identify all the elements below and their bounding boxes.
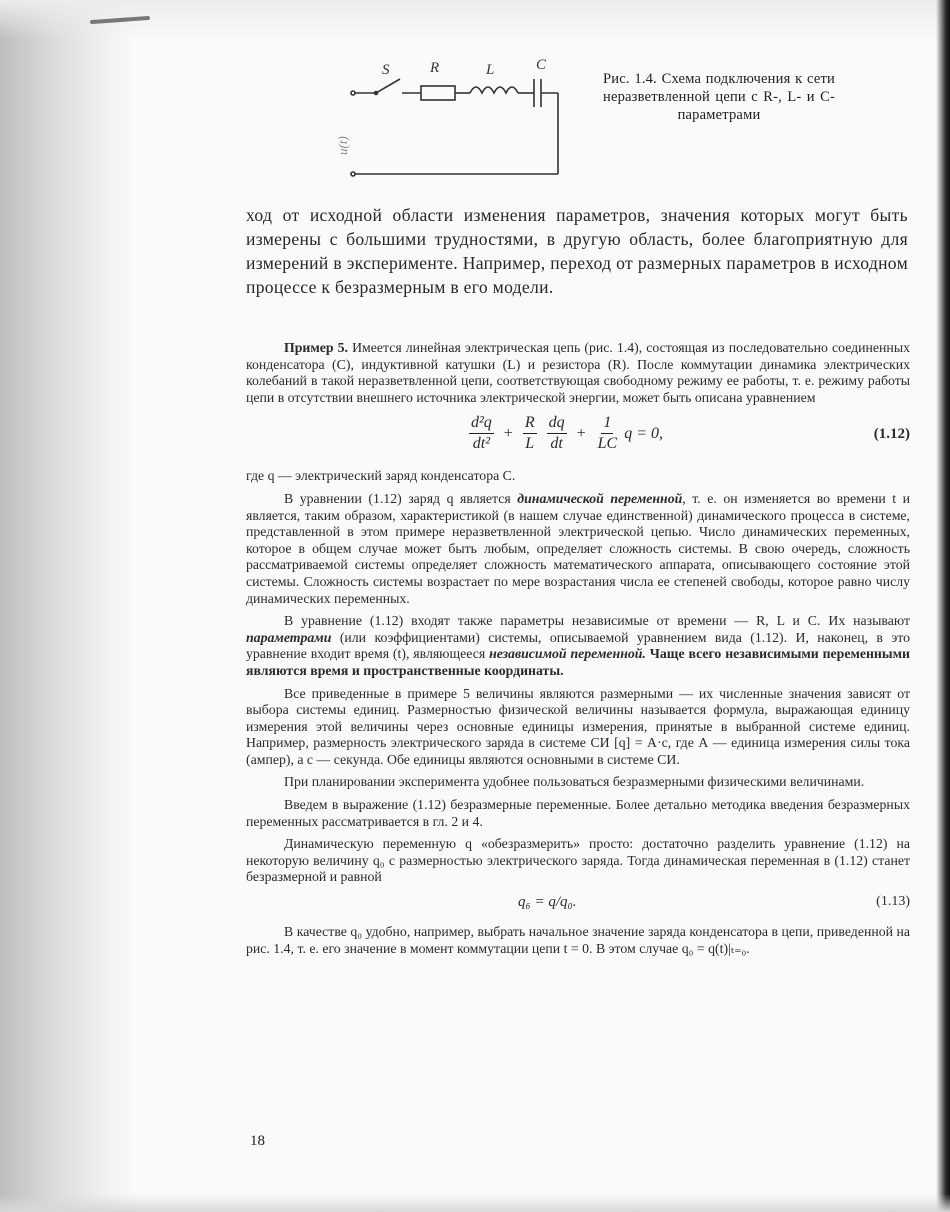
equation-tail: q = 0,: [624, 424, 664, 442]
terminal-top: [351, 91, 355, 95]
label-S: S: [382, 62, 390, 78]
inductor-symbol: [470, 87, 518, 93]
dimension-paragraph: Все приведенные в примере 5 величины являются размерными — их численные значения зависят от выбора системы единиц. Размерностью физической величины называется формула, выражающая единицу измерения этой величины через основные единицы измерения, принятые в выбранной системе единиц. Например, размерность электрического заряда в системе СИ [q] = А·с, где А — единица измерения силы тока (ампер), а с — секунда. Обе единицы являются основными в системе СИ.: [246, 685, 910, 767]
page-edge-right: [936, 0, 950, 1212]
equation-1-12: [246, 412, 910, 462]
page-shadow-bottom: [0, 1194, 950, 1212]
planning-paragraph: При планировании эксперимента удобнее пользоваться безразмерными физическими величинами.: [284, 774, 865, 790]
normalize-paragraph: Динамическую переменную q «обезразмерить» просто: достаточно разделить уравнение (1.12) на некоторую величину q₀ с размерностью электрического заряда. Тогда динамическая переменная в (1.12) станет безразмерной и равной: [246, 836, 910, 885]
equation-1-13-body: q₆ = q/q₀.: [518, 894, 577, 911]
circuit-diagram: [320, 55, 580, 185]
resistor-symbol: [421, 86, 455, 100]
label-voltage: u(t): [335, 136, 350, 155]
label-L: L: [486, 62, 495, 78]
introduce-paragraph: Введем в выражение (1.12) безразмерные переменные. Более детально методика введения безразмерных переменных рассматривается в гл. 2 и 4.: [246, 797, 910, 829]
fraction-dq-dt: $\frac{dq}{dt}$: [548, 414, 565, 453]
page-shadow-left: [0, 0, 135, 1212]
lead-paragraph: ход от исходной области изменения параметров, значения которых могут быть измерены с большими трудностями, в другую область, более благоприятную для измерений в эксперименте. Например, переход от размерных параметров в исходном процессе к безразмерным в его модели.: [246, 205, 908, 297]
switch-blade: [376, 79, 400, 93]
equation-number-1-12: (1.12): [873, 426, 910, 443]
example-5-paragraph: [246, 340, 910, 406]
example-text: Имеется линейная электрическая цепь (рис. 1.4), состоящая из последовательно соединенных конденсатора (C), индуктивной катушки (L) и резистора (R). После коммутации динамика электрических колебаний в такой неразветвленной цепи, соответствующая свободному режиму ее работы, т. е. режиму работы цепи в отсутствии внешнего источника электрической энергии, может быть описана уравнением: [246, 340, 910, 405]
label-C: C: [536, 57, 547, 73]
fraction-1-LC: $\frac{1}{LC}$: [597, 414, 618, 453]
plus-sign: +: [503, 424, 513, 442]
fraction-d2q-dt2: $\frac{\text{d²q}}{\text{dt²}}$: [471, 414, 492, 453]
equation-1-13: [246, 892, 910, 918]
example-label: Пример 5.: [284, 340, 348, 355]
label-R: R: [430, 60, 440, 76]
term-parameters: параметрами: [246, 629, 332, 645]
body-text: [246, 340, 910, 963]
equation-number-1-13: (1.13): [876, 894, 910, 910]
term-dynamic-variable: динамической переменной: [517, 490, 683, 506]
figure-caption: Рис. 1.4. Схема подключения к сети неразветвленной цепи с R-, L- и C-параметрами: [603, 71, 835, 123]
terminal-bottom: [351, 172, 355, 176]
plus-sign: +: [576, 424, 586, 442]
where-line: где q — электрический заряд конденсатора C.: [246, 468, 516, 484]
choice-paragraph: В качестве q₀ удобно, например, выбрать начальное значение заряда конденсатора в цепи, приведенной на рис. 1.4, т. е. его значение в момент коммутации цепи t = 0. В этом случае q₀ = q(t)|ₜ₌₀.: [246, 924, 910, 956]
term-independent-variable: независимой переменной.: [489, 646, 646, 662]
switch-pivot: [375, 92, 378, 95]
fraction-R-L: $\frac{R}{L}$: [524, 414, 535, 453]
page-number: 18: [250, 1133, 265, 1149]
dynamic-variable-paragraph: В уравнении (1.12) заряд q является динамической переменной, т. е. он изменяется во времени t и является, таким образом, характеристикой (в нашем случае единственной) динамического процесса в системе, представленной в этом примере неразветвленной электрической цепью. Число динамических переменных, которое в общем случае может быть любым, определяет сложность системы. В свою очередь, сложность рассматриваемой системы определяет сложность математического аппарата, описывающего состояние этой системы. Сложность системы возрастает по мере возрастания числа ее степеней свободы, которое равно числу динамических переменных.: [246, 490, 911, 606]
parameters-paragraph: В уравнение (1.12) входят также параметры независимые от времени — R, L и C. Их называют параметрами (или коэффициентами) системы, описываемой уравнением вида (1.12). И, наконец, в это уравнение входит время (t), являющееся независимой переменной. Чаще всего независимыми переменными являются время и пространственные координаты.: [246, 613, 910, 678]
